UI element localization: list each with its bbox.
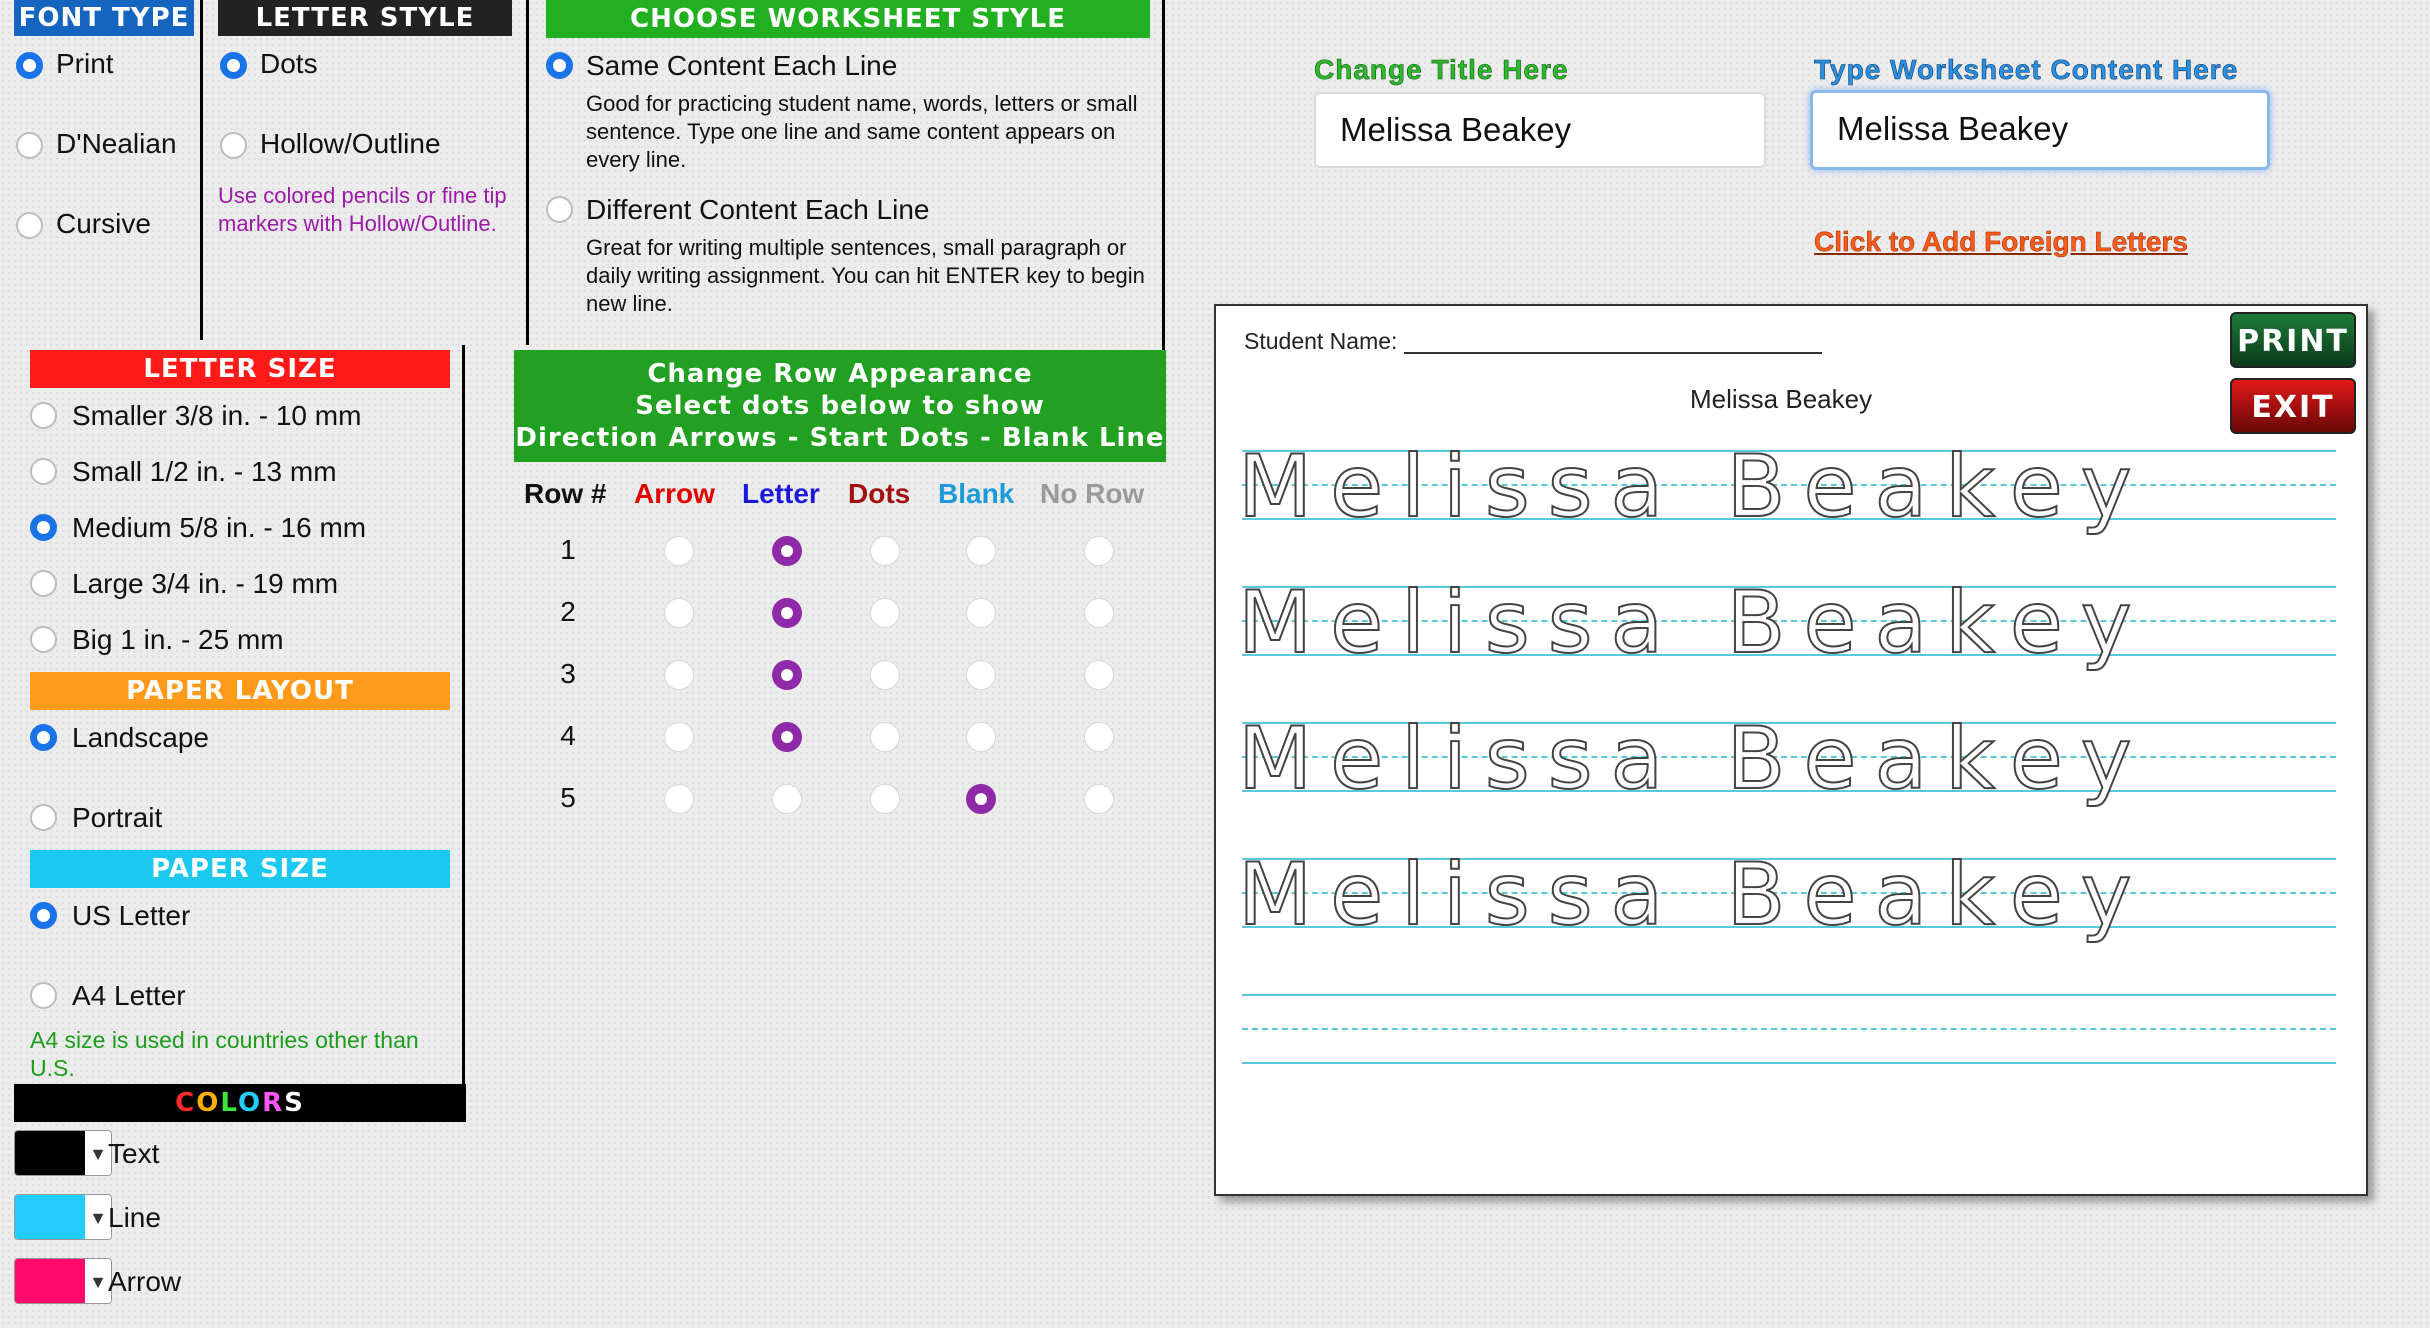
color-label-line: Line [108,1202,161,1233]
row-option-blank[interactable] [966,784,996,814]
label-hollow: Hollow/Outline [260,128,441,159]
label-us-letter: US Letter [72,900,191,931]
radio-portrait[interactable] [30,804,57,831]
color-swatch-arrow[interactable] [14,1258,112,1304]
row-option-dots[interactable] [870,660,900,690]
radio-size-big[interactable] [30,626,57,653]
same-content-desc: Good for practicing student name, words, letters or small sentence. Type one line and same content appears on every line. [586,91,1138,172]
row-option-letter[interactable] [772,598,802,628]
colors-letter: S [284,1088,305,1118]
content-input[interactable]: Melissa Beakey [1810,90,2270,170]
letter-size-header: LETTER SIZE [30,350,450,388]
row-appearance-line-3: Direction Arrows - Start Dots - Blank Line [515,423,1165,453]
font-type-header: FONT TYPE [14,0,194,36]
row-option-letter[interactable] [772,660,802,690]
colors-letter: O [237,1088,263,1118]
row-option-dots[interactable] [870,536,900,566]
foreign-letters-link[interactable]: Click to Add Foreign Letters [1814,226,2188,257]
print-button[interactable]: PRINT [2230,312,2356,368]
row-option-no-row[interactable] [1084,598,1114,628]
trace-text: Melissa Beakey [1238,709,2150,809]
label-size-big: Big 1 in. - 25 mm [72,624,284,655]
label-a4-letter: A4 Letter [72,980,186,1011]
dropdown-arrow-icon[interactable]: ▼ [85,1195,111,1239]
radio-cursive[interactable] [16,212,43,239]
radio-print[interactable] [16,52,43,79]
label-dnealian: D'Nealian [56,128,177,159]
label-different-content: Different Content Each Line [586,194,930,225]
row-option-dots[interactable] [870,722,900,752]
trace-text: Melissa Beakey [1238,845,2150,945]
row-option-arrow[interactable] [664,536,694,566]
row-option-blank[interactable] [966,660,996,690]
top-line [1242,994,2336,996]
row-number: 2 [560,596,576,627]
dropdown-arrow-icon[interactable]: ▼ [85,1131,111,1175]
radio-a4-letter[interactable] [30,982,57,1009]
row-option-dots[interactable] [870,598,900,628]
label-size-medium: Medium 5/8 in. - 16 mm [72,512,367,543]
color-fill [15,1259,87,1303]
row-option-blank[interactable] [966,722,996,752]
radio-dots[interactable] [220,52,247,79]
divider [462,345,465,1120]
row-appearance-line-1: Change Row Appearance [647,359,1033,389]
row-option-arrow[interactable] [664,722,694,752]
colors-letter: C [175,1088,197,1118]
row-number: 1 [560,534,576,565]
worksheet-title: Melissa Beakey [1690,384,1873,414]
dropdown-arrow-icon[interactable]: ▼ [85,1259,111,1303]
divider [526,0,529,345]
col-header-no-row: No Row [1040,478,1145,509]
row-option-letter[interactable] [772,784,802,814]
row-option-no-row[interactable] [1084,660,1114,690]
color-label-arrow: Arrow [108,1266,182,1297]
student-name-line [1404,352,1822,354]
row-number: 4 [560,720,576,751]
content-field-label: Type Worksheet Content Here [1814,54,2239,85]
radio-same-content[interactable] [546,52,573,79]
divider [1162,0,1165,350]
title-input[interactable]: Melissa Beakey [1314,92,1766,168]
row-option-letter[interactable] [772,722,802,752]
row-option-arrow[interactable] [664,784,694,814]
radio-size-medium[interactable] [30,514,57,541]
mid-line [1242,1028,2336,1030]
col-header-dots: Dots [848,478,911,509]
row-number: 5 [560,782,576,813]
divider [200,0,203,340]
student-name-label: Student Name: [1244,328,1398,354]
radio-landscape[interactable] [30,724,57,751]
label-landscape: Landscape [72,722,210,753]
base-line [1242,1062,2336,1064]
letter-style-header: LETTER STYLE [218,0,512,36]
label-size-smaller: Smaller 3/8 in. - 10 mm [72,400,362,431]
row-option-no-row[interactable] [1084,722,1114,752]
row-option-blank[interactable] [966,598,996,628]
row-option-blank[interactable] [966,536,996,566]
label-print: Print [56,48,114,79]
label-size-small: Small 1/2 in. - 13 mm [72,456,337,487]
row-option-no-row[interactable] [1084,536,1114,566]
trace-text: Melissa Beakey [1238,437,2150,537]
row-option-arrow[interactable] [664,660,694,690]
worksheet-style-header: CHOOSE WORKSHEET STYLE [546,0,1150,38]
radio-dnealian[interactable] [16,132,43,159]
different-content-desc: Great for writing multiple sentences, small paragraph or daily writing assignment. You can hit ENTER key to begin new line. [586,235,1145,316]
color-swatch-line[interactable] [14,1194,112,1240]
color-label-text: Text [108,1138,160,1169]
row-option-arrow[interactable] [664,598,694,628]
exit-button[interactable]: EXIT [2230,378,2356,434]
col-header-blank: Blank [938,478,1015,509]
col-header-row: Row # [524,478,607,509]
col-header-letter: Letter [742,478,820,509]
label-portrait: Portrait [72,802,163,833]
colors-letter: L [220,1088,238,1118]
paper-size-header: PAPER SIZE [30,850,450,888]
radio-different-content[interactable] [546,196,573,223]
label-cursive: Cursive [56,208,151,239]
hollow-note: Use colored pencils or fine tip markers with Hollow/Outline. [218,183,507,236]
radio-us-letter[interactable] [30,902,57,929]
row-appearance-header [514,350,1166,462]
colors-letter: R [262,1088,285,1118]
radio-size-small[interactable] [30,458,57,485]
title-field-label: Change Title Here [1314,54,1569,85]
a4-note: A4 size is used in countries other than U.S. [30,1027,419,1081]
row-appearance-line-2: Select dots below to show [635,391,1045,421]
radio-size-large[interactable] [30,570,57,597]
label-dots: Dots [260,48,318,79]
label-same-content: Same Content Each Line [586,50,898,81]
row-option-no-row[interactable] [1084,784,1114,814]
trace-text: Melissa Beakey [1238,573,2150,673]
paper-layout-header: PAPER LAYOUT [30,672,450,710]
radio-hollow[interactable] [220,132,247,159]
colors-letter: O [196,1088,221,1118]
row-option-letter[interactable] [772,536,802,566]
color-fill [15,1195,87,1239]
row-option-dots[interactable] [870,784,900,814]
color-fill [15,1131,87,1175]
color-swatch-text[interactable] [14,1130,112,1176]
row-number: 3 [560,658,576,689]
label-size-large: Large 3/4 in. - 19 mm [72,568,339,599]
radio-size-smaller[interactable] [30,402,57,429]
col-header-arrow: Arrow [634,478,715,509]
colors-header [14,1084,466,1122]
